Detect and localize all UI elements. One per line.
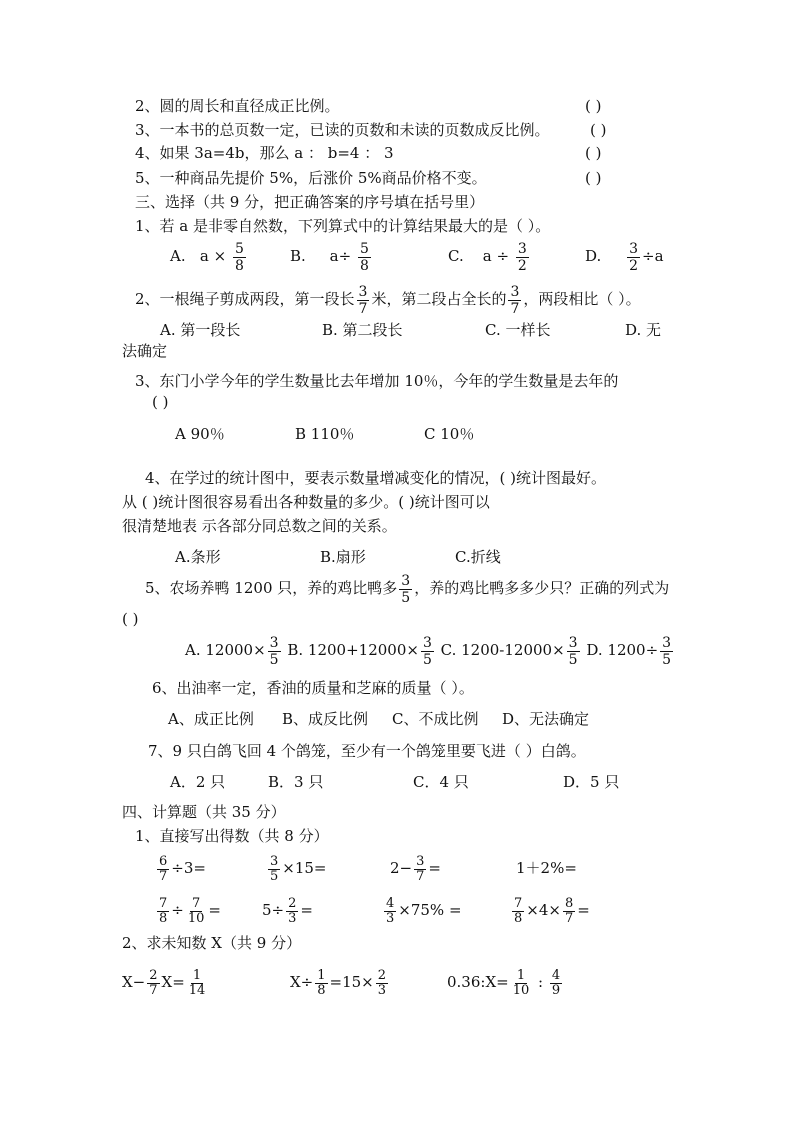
fraction: $\frac{3}{5}$ [269,634,279,668]
answer-blank[interactable]: ( ) [585,169,602,187]
fraction: $\frac{3}{7}$ [358,283,368,317]
fraction: $\frac{3}{5}$ [401,572,411,606]
question-1: 1、若 a 是非零自然数，下列算式中的计算结果最大的是（ ）。 [135,217,551,235]
q3-option-b[interactable]: B 110％ [295,425,355,443]
equation-1: X− $\frac{2}{7}$ X= $\frac{1}{14}$ [122,967,206,998]
q2-option-b[interactable]: B. 第二段长 [322,321,403,339]
answer-blank[interactable]: ( ) [585,97,602,115]
question-6: 6、出油率一定，香油的质量和芝麻的质量（ ）。 [152,679,474,697]
q2-option-a[interactable]: A. 第一段长 [160,321,241,339]
question-4-line1: 4、在学过的统计图中，要表示数量增减变化的情况，( )统计图最好。 [145,469,607,487]
judge-item-4: 4、如果 3a=4b，那么 a ： b=4 ： 3 [135,144,394,162]
answer-blank[interactable]: ( ) [590,121,607,139]
q5-option-d[interactable]: D. 1200÷ $\frac{3}{5}$ [586,634,672,668]
q2-option-c[interactable]: C. 一样长 [485,321,551,339]
equation-2: X÷ $\frac{1}{8}$ =15× $\frac{2}{3}$ [290,967,387,998]
q2-option-d-tail: 法确定 [122,342,168,360]
answer-blank[interactable]: ( ) [585,144,602,162]
q7-option-b[interactable]: B．3 只 [268,773,324,791]
q5-options [185,632,675,668]
q3-option-a[interactable]: A 90％ [175,425,225,443]
calc2-title: 2、求未知数 X（共 9 分） [122,934,302,952]
question-3: 3、东门小学今年的学生数量比去年增加 10％，今年的学生数量是去年的 [135,372,619,390]
judge-item-3: 3、一本书的总页数一定，已读的页数和未读的页数成反比例。 [135,121,550,139]
question-2: 2、一根绳子剪成两段，第一段长 $\frac{3}{7}$ 米，第二段占全长的 $\frac{3}{7}$ ，两段相比（ ）。 [135,283,641,317]
calc-expr-8: $\frac{7}{8}$ ×4× $\frac{8}{7}$ = [514,895,590,926]
q1-option-d[interactable]: D. $\frac{3}{2}$ ÷a [585,240,664,274]
q6-option-a[interactable]: A、成正比例 [168,710,254,728]
answer-blank[interactable]: ( ) [152,393,169,411]
fraction: $\frac{3}{5}$ [422,634,432,668]
q2-option-d[interactable]: D. 无 [625,321,662,339]
fraction: $\frac{3}{2}$ [629,240,639,274]
answer-blank[interactable]: ( ) [122,610,139,628]
q6-option-d[interactable]: D、无法确定 [502,710,590,728]
q4-option-c[interactable]: C.折线 [455,548,501,566]
calc-expr-5: $\frac{7}{8}$ ÷ $\frac{7}{10}$ = [159,895,221,926]
q7-option-a[interactable]: A．2 只 [170,773,226,791]
section-title: 三、选择（共 9 分，把正确答案的序号填在括号里） [135,193,485,211]
fraction: $\frac{3}{7}$ [510,283,520,317]
question-4-line3: 很清楚地表 示各部分同总数之间的关系。 [122,517,397,535]
calc-expr-1: $\frac{6}{7}$ ÷3= [159,853,206,884]
calc-expr-3: 2− $\frac{3}{7}$ = [390,853,441,884]
q4-option-b[interactable]: B.扇形 [320,548,366,566]
equation-3: 0.36:X= $\frac{1}{10}$ : $\frac{4}{9}$ [447,967,561,998]
q6-option-c[interactable]: C、不成比例 [392,710,479,728]
q7-option-c[interactable]: C．4 只 [413,773,469,791]
fraction: $\frac{3}{5}$ [568,634,578,668]
q1-option-b[interactable]: B. a÷ $\frac{5}{8}$ [290,240,369,274]
question-4-line2: 从 ( )统计图很容易看出各种数量的多少。( )统计图可以 [122,493,490,511]
section-title: 四、计算题（共 35 分） [122,803,286,821]
judge-item-2: 2、圆的周长和直径成正比例。 [135,97,340,115]
q6-option-b[interactable]: B、成反比例 [282,710,369,728]
question-5: 5、农场养鸭 1200 只，养的鸡比鸭多 $\frac{3}{5}$ ，养的鸡比鸭多多少只？正确的列式为 [145,572,670,606]
q5-option-b[interactable]: B. 1200+12000× $\frac{3}{5}$ [287,634,432,668]
calc1-title: 1、直接写出得数（共 8 分） [135,827,329,845]
fraction: $\frac{5}{8}$ [234,240,244,274]
calc-expr-4: 1＋2%= [516,859,577,877]
fraction: $\frac{3}{2}$ [517,240,527,274]
calc-expr-6: 5÷ $\frac{2}{3}$ = [262,895,313,926]
calc-expr-7: $\frac{4}{3}$ ×75% = [386,895,462,926]
fraction: $\frac{5}{8}$ [359,240,369,274]
question-7: 7、9 只白鸽飞回 4 个鸽笼，至少有一个鸽笼里要飞进（ ）白鸽。 [148,742,586,760]
q1-option-c[interactable]: C. a ÷ $\frac{3}{2}$ [448,240,527,274]
q7-option-d[interactable]: D．5 只 [563,773,620,791]
q4-option-a[interactable]: A.条形 [175,548,221,566]
q1-option-a[interactable]: A. a × $\frac{5}{8}$ [170,240,244,274]
q5-option-c[interactable]: C. 1200-12000× $\frac{3}{5}$ [440,634,578,668]
calc-expr-2: $\frac{3}{5}$ ×15= [270,853,327,884]
judge-item-5: 5、一种商品先提价 5%，后涨价 5%商品价格不变。 [135,169,487,187]
q3-option-c[interactable]: C 10％ [424,425,475,443]
fraction: $\frac{3}{5}$ [662,634,672,668]
q5-option-a[interactable]: A. 12000× $\frac{3}{5}$ [185,634,279,668]
